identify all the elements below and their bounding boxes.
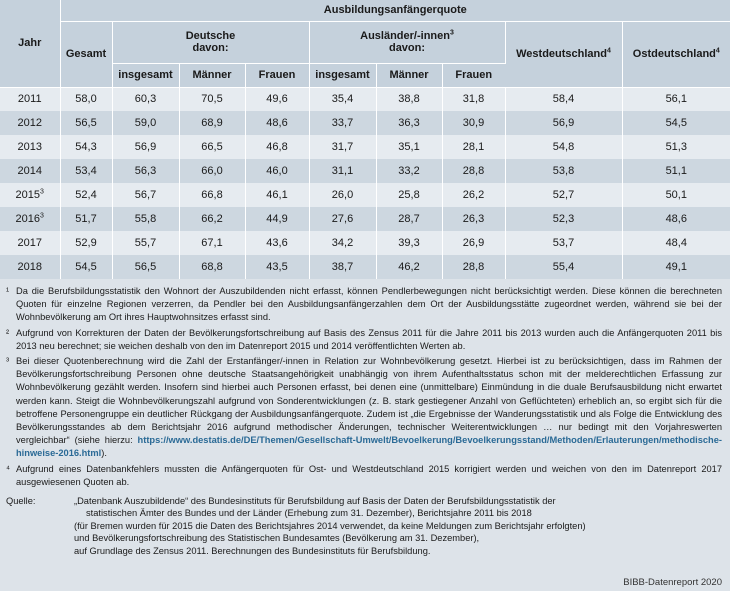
cell-jahr	[0, 159, 60, 183]
footnote-4	[6, 463, 722, 489]
cell-a-ins: 33,7	[309, 111, 376, 135]
cell-ost: 56,1	[622, 87, 730, 111]
header-top: Ausbildungsanfängerquote	[60, 0, 730, 21]
source-line: (für Bremen wurden für 2015 die Daten des Berichtsjahres 2014 verwendet, da keine Meldungen zum Berichtsjahr erfolgten)	[74, 520, 586, 531]
cell-gesamt: 56,5	[60, 111, 112, 135]
col-header-jahr: Jahr	[0, 0, 60, 87]
footnote-3-end: ).	[101, 448, 107, 459]
cell-jahr	[0, 135, 60, 159]
cell-jahr-footnote: 3	[40, 212, 44, 220]
cell-jahr	[0, 183, 60, 207]
footnote-4-number: ⁴	[6, 463, 10, 474]
cell-jahr	[0, 111, 60, 135]
cell-ost: 50,1	[622, 183, 730, 207]
cell-jahr-value: 2012	[17, 117, 42, 129]
table-body	[0, 87, 730, 279]
cell-a-f: 28,8	[442, 159, 505, 183]
cell-d-f: 49,6	[245, 87, 309, 111]
footnotes	[0, 282, 730, 591]
source-block	[6, 495, 722, 557]
cell-jahr	[0, 207, 60, 231]
footnote-1-number: ¹	[6, 286, 10, 296]
col-header-gesamt: Gesamt	[60, 21, 112, 87]
cell-jahr-value: 2015	[15, 189, 41, 201]
cell-a-m: 33,2	[376, 159, 442, 183]
cell-west: 55,4	[505, 255, 622, 279]
cell-gesamt: 52,9	[60, 231, 112, 255]
cell-west: 56,9	[505, 111, 622, 135]
cell-a-f: 26,9	[442, 231, 505, 255]
sub-header-deutsche-maenner: Männer	[179, 63, 245, 87]
cell-a-ins: 26,0	[309, 183, 376, 207]
col-west-label: Westdeutschland	[516, 48, 607, 60]
cell-jahr-value: 2018	[17, 261, 42, 273]
sub-header-deutsche-frauen: Frauen	[245, 63, 309, 87]
cell-d-ins: 55,7	[112, 231, 179, 255]
cell-d-f: 43,6	[245, 231, 309, 255]
group-auslaender-label: Ausländer/-innen	[360, 30, 450, 42]
cell-d-f: 46,0	[245, 159, 309, 183]
cell-d-ins: 56,5	[112, 255, 179, 279]
cell-a-ins: 27,6	[309, 207, 376, 231]
cell-west: 58,4	[505, 87, 622, 111]
cell-gesamt: 54,5	[60, 255, 112, 279]
cell-gesamt: 54,3	[60, 135, 112, 159]
footnote-2-number: ²	[6, 327, 10, 338]
cell-jahr	[0, 87, 60, 111]
source-line: auf Grundlage des Zensus 2011. Berechnungen des Bundesinstituts für Berufsbildung.	[74, 545, 431, 556]
table-row	[0, 255, 730, 279]
table-header	[0, 0, 730, 87]
cell-gesamt: 58,0	[60, 87, 112, 111]
cell-a-ins: 38,7	[309, 255, 376, 279]
table-row	[0, 231, 730, 255]
footnote-3-number: ³	[6, 356, 10, 367]
cell-a-f: 26,3	[442, 207, 505, 231]
cell-jahr-value: 2011	[17, 93, 42, 106]
cell-d-f: 46,1	[245, 183, 309, 207]
cell-d-m: 67,1	[179, 231, 245, 255]
col-header-ost	[622, 21, 730, 87]
col-ost-footnote: 4	[715, 47, 720, 55]
report-credit: BIBB-Datenreport 2020	[623, 576, 722, 588]
cell-ost: 48,4	[622, 231, 730, 255]
footnote-3	[6, 355, 722, 461]
cell-d-ins: 56,3	[112, 159, 179, 183]
cell-jahr-value: 2014	[17, 165, 42, 177]
cell-jahr-value: 2016	[15, 213, 41, 225]
cell-a-ins: 35,4	[309, 87, 376, 111]
cell-a-ins: 34,2	[309, 231, 376, 255]
cell-a-ins: 31,1	[309, 159, 376, 183]
group-header-auslaender	[309, 21, 505, 63]
cell-a-f: 26,2	[442, 183, 505, 207]
sub-header-auslaender-insgesamt: insgesamt	[309, 63, 376, 87]
sub-header-auslaender-frauen: Frauen	[442, 63, 505, 87]
cell-d-m: 68,9	[179, 111, 245, 135]
footnote-1-text: Da die Berufsbildungsstatistik den Wohnort der Auszubildenden nicht erfasst, können Pendlerbewegungen nicht berücksichtigt werden. Diese können die berechneten Quoten für einzelne Regionen verzerren, da Pendler bei den Ausbildungsanfängerzahlen dem Ort der Ausbildungsstätte zugeordnet werden, während sie bei der Wohnbevölkerung am Ort ihres Hauptwohnsitzes erfasst sind.	[16, 286, 722, 323]
cell-d-m: 66,5	[179, 135, 245, 159]
cell-ost: 51,3	[622, 135, 730, 159]
footnote-3-body	[16, 355, 722, 461]
cell-d-f: 48,6	[245, 111, 309, 135]
cell-a-m: 46,2	[376, 255, 442, 279]
cell-ost: 48,6	[622, 207, 730, 231]
cell-jahr-value: 2013	[17, 141, 42, 153]
cell-ost: 49,1	[622, 255, 730, 279]
group-auslaender-sub: davon:	[388, 42, 426, 54]
cell-gesamt: 53,4	[60, 159, 112, 183]
source-line: „Datenbank Auszubildende“ des Bundesinstituts für Berufsbildung auf Basis der Daten der Berufsbildungsstatistik der	[74, 496, 556, 507]
cell-a-m: 35,1	[376, 135, 442, 159]
cell-west: 54,8	[505, 135, 622, 159]
cell-west: 53,8	[505, 159, 622, 183]
footnote-2-text: Aufgrund von Korrekturen der Daten der Bevölkerungsfortschreibung auf Basis des Zensus 2011 für die Jahre 2011 bis 2013 wurden auch die Anfängerquoten 2011 bis 2013 neu berechnet; sie weichen deshalb von den im Datenreport 2015 und 2014 veröffentlichten Werten ab.	[16, 327, 722, 351]
destatis-link[interactable]: https://www.destatis.de/DE/Themen/Gesellschaft-Umwelt/Bevoelkerung/Bevoelkerungsstand/Methoden/Erlauterungen/methodische-hinweise-2016.html	[16, 435, 722, 459]
source-lines	[74, 495, 586, 557]
group-header-deutsche	[112, 21, 309, 63]
group-auslaender-footnote: 3	[449, 29, 454, 37]
table-row	[0, 183, 730, 207]
cell-a-f: 28,1	[442, 135, 505, 159]
group-deutsche-sub: davon:	[192, 42, 229, 54]
table-row	[0, 159, 730, 183]
cell-ost: 51,1	[622, 159, 730, 183]
source-label: Quelle:	[6, 496, 36, 507]
sub-header-auslaender-maenner: Männer	[376, 63, 442, 87]
group-deutsche-label: Deutsche	[185, 30, 236, 42]
cell-a-m: 36,3	[376, 111, 442, 135]
footnote-2	[6, 327, 722, 353]
quota-table	[0, 0, 730, 279]
cell-d-m: 68,8	[179, 255, 245, 279]
table-row	[0, 111, 730, 135]
cell-d-ins: 56,9	[112, 135, 179, 159]
cell-west: 52,3	[505, 207, 622, 231]
cell-a-ins: 31,7	[309, 135, 376, 159]
footnote-1	[6, 285, 722, 325]
cell-a-f: 28,8	[442, 255, 505, 279]
cell-a-f: 30,9	[442, 111, 505, 135]
cell-gesamt: 51,7	[60, 207, 112, 231]
cell-d-f: 46,8	[245, 135, 309, 159]
table-row	[0, 135, 730, 159]
cell-west: 52,7	[505, 183, 622, 207]
cell-a-m: 38,8	[376, 87, 442, 111]
cell-ost: 54,5	[622, 111, 730, 135]
col-header-west	[505, 21, 622, 87]
cell-d-m: 66,2	[179, 207, 245, 231]
cell-gesamt: 52,4	[60, 183, 112, 207]
table-row	[0, 207, 730, 231]
cell-a-m: 25,8	[376, 183, 442, 207]
source-line: statistischen Ämter des Bundes und der Länder (Erhebung zum 31. Dezember), Berichtsjahre 2011 bis 2018	[86, 508, 532, 519]
cell-a-f: 31,8	[442, 87, 505, 111]
cell-d-m: 66,0	[179, 159, 245, 183]
cell-jahr-value: 2017	[17, 237, 42, 249]
cell-d-m: 70,5	[179, 87, 245, 111]
cell-d-ins: 56,7	[112, 183, 179, 207]
col-west-footnote: 4	[606, 47, 611, 55]
cell-jahr	[0, 231, 60, 255]
cell-d-m: 66,8	[179, 183, 245, 207]
footnote-4-text: Aufgrund eines Datenbankfehlers mussten die Anfängerquoten für Ost- und Westdeutschland 2015 korrigiert werden und weichen von den im Datenreport 2017 ausgewiesenen Quoten ab.	[16, 463, 722, 487]
cell-d-ins: 55,8	[112, 207, 179, 231]
cell-a-m: 28,7	[376, 207, 442, 231]
table-row	[0, 87, 730, 111]
col-ost-label: Ostdeutschland	[632, 48, 716, 60]
source-line: und Bevölkerungsfortschreibung des Statistischen Bundesamtes (Bevölkerung am 31. Dezember),	[74, 533, 480, 544]
sub-header-deutsche-insgesamt: insgesamt	[112, 63, 179, 87]
cell-d-ins: 60,3	[112, 87, 179, 111]
cell-d-f: 43,5	[245, 255, 309, 279]
cell-west: 53,7	[505, 231, 622, 255]
cell-jahr	[0, 255, 60, 279]
footnote-3-text: Bei dieser Quotenberechnung wird die Zahl der Erstanfänger/-innen in Relation zur Wohnbevölkerung gesetzt. Hierbei ist zu berücksichtigen, dass im Rahmen der Bevölkerungsfortschreibung Personen ohne deutsche Staatsangehörigkeit unabhängig von ihrem Aufenthaltsstatus schon mit der melderechtlichen Erfassung zur Wohnbevölkerung gezählt werden. Insofern sind hierbei auch Personen erfasst, bei denen eine (unmittelbare) Einmündung in die duale Berufsausbildung nicht erwartet werden kann. Steigt die Wohnbevölkerungszahl aufgrund von Sonderentwicklungen (z. B. stark gestiegener Anzahl von Geflüchteten) erheblich an, so ergibt sich für die betroffene Personengruppe ein deutlicher Rückgang der Ausbildungsanfängerquote. Zudem ist „die Ergebnisse der Wanderungsstatistik und als Folge die Entwicklung des Bevölkerungsstandes ab dem Berichtsjahr 2016 aufgrund methodischer Änderungen, technischer Weiterentwicklungen … nur bedingt mit den Vorjahreswerten vergleichbar“ (siehe hierzu:	[16, 356, 722, 446]
cell-jahr-footnote: 3	[40, 188, 44, 196]
cell-a-m: 39,3	[376, 231, 442, 255]
cell-d-f: 44,9	[245, 207, 309, 231]
cell-d-ins: 59,0	[112, 111, 179, 135]
